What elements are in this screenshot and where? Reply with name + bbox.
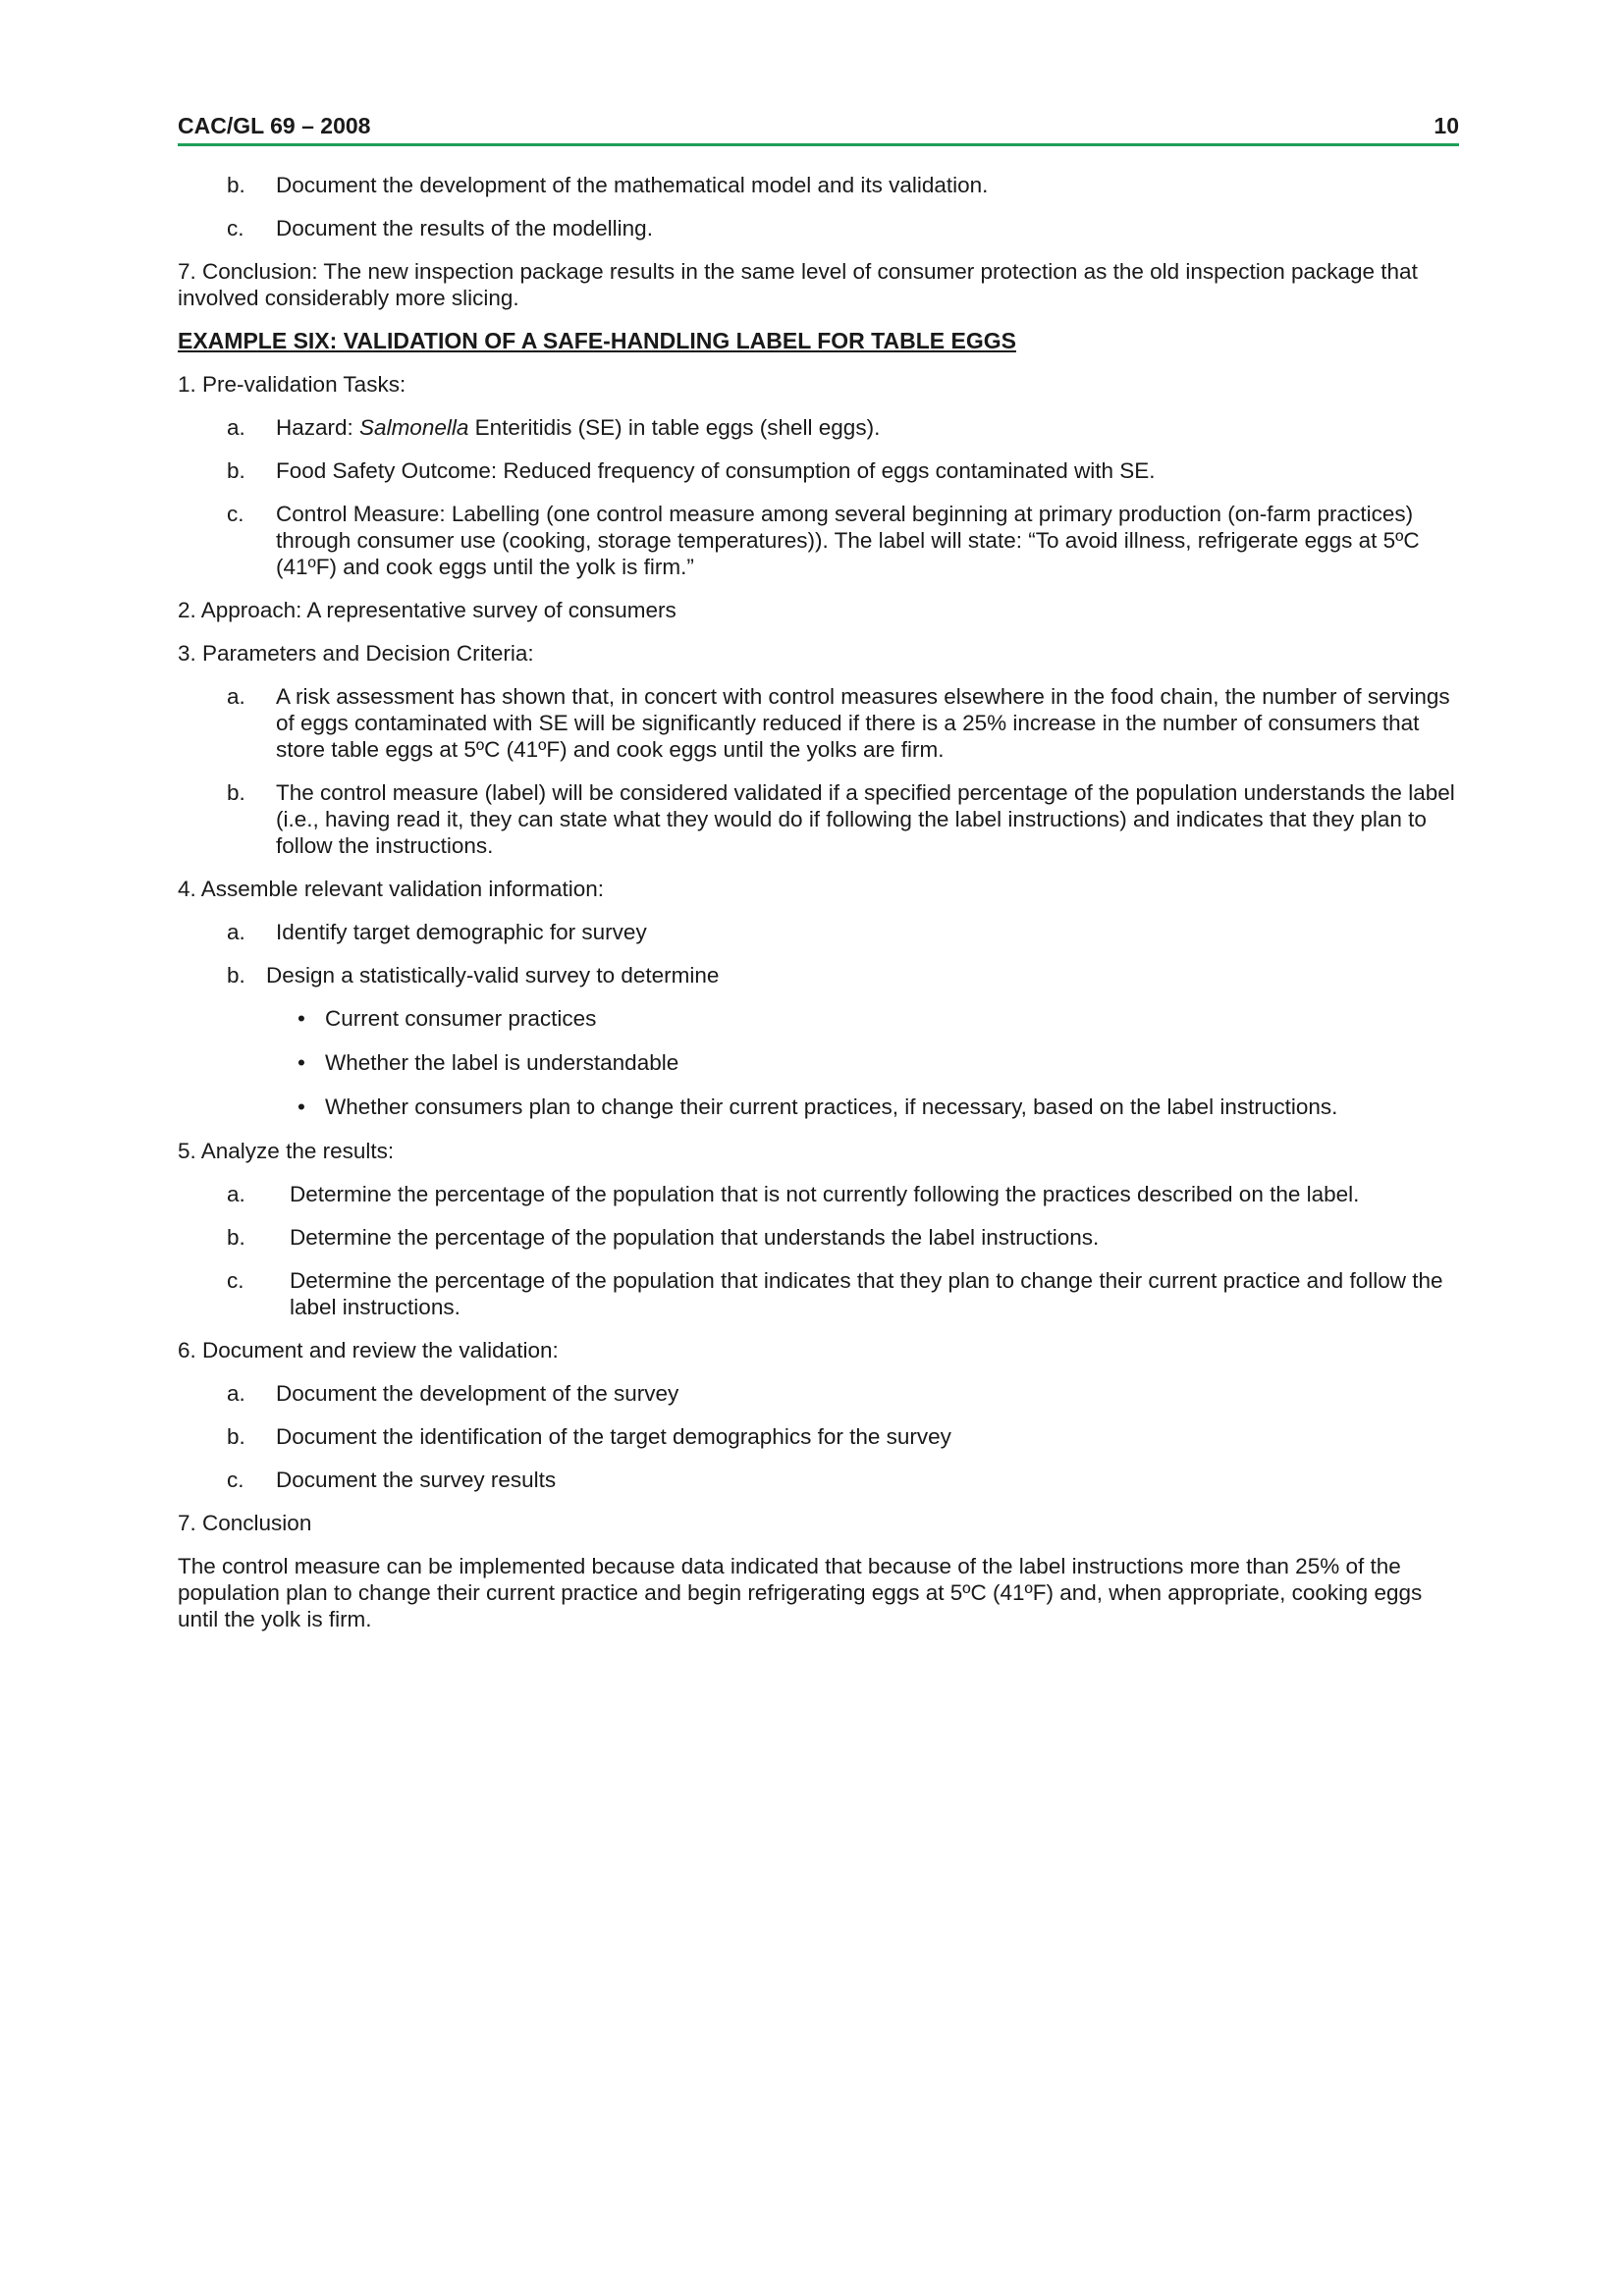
- list-item: [178, 919, 1459, 945]
- hazard-suffix: Enteritidis (SE) in table eggs (shell eggs).: [468, 415, 881, 440]
- page-header: [178, 113, 1459, 146]
- list-marker: a.: [227, 684, 245, 709]
- list-item: [178, 172, 1459, 198]
- list-marker: c.: [227, 502, 244, 526]
- list-item: [178, 1267, 1459, 1320]
- conclusion-text: The control measure can be implemented because data indicated that because of the label instructions more than 25% of the population plan to change their current practice and begin refrigerating eggs at 5ºC (41ºF) and, when appropriate, cooking eggs until the yolk is firm.: [178, 1554, 1423, 1631]
- list-text: Determine the percentage of the population that understands the label instructions.: [290, 1225, 1100, 1250]
- bullet-text: Whether consumers plan to change their current practices, if necessary, based on the label instructions.: [325, 1095, 1338, 1119]
- list-marker: a.: [227, 415, 245, 440]
- previous-conclusion: 7. Conclusion: The new inspection package results in the same level of consumer protection as the old inspection package that involved considerably more slicing.: [178, 259, 1418, 310]
- step-title: 7. Conclusion: [178, 1511, 312, 1535]
- list-marker: c.: [227, 1468, 244, 1492]
- list-text: Document the identification of the target demographics for the survey: [276, 1424, 951, 1449]
- step-title: 3. Parameters and Decision Criteria:: [178, 641, 534, 666]
- list-item: [178, 683, 1459, 763]
- list-item: [178, 215, 1459, 241]
- list-marker: a.: [227, 1381, 245, 1406]
- list-item: [178, 1467, 1459, 1493]
- list-marker: b.: [227, 963, 245, 988]
- document-page: [178, 113, 1459, 1649]
- step-title: 6. Document and review the validation:: [178, 1338, 559, 1362]
- list-marker: b.: [227, 1424, 245, 1449]
- list-text: Document the development of the mathematical model and its validation.: [276, 173, 989, 197]
- list-item: [178, 779, 1459, 859]
- list-marker: c.: [227, 1268, 244, 1293]
- list-marker: b.: [227, 1225, 245, 1250]
- list-marker: b.: [227, 458, 245, 483]
- list-marker: c.: [227, 216, 244, 240]
- bullet-icon: •: [298, 1050, 305, 1075]
- bullet-item: [178, 1094, 1459, 1120]
- list-text: Control Measure: Labelling (one control measure among several beginning at primary production (on-farm practices) through consumer use (cooking, storage temperatures)). The label will state: “To avoid illness, refrigerate eggs at 5ºC (41ºF) and cook eggs until the yolk is firm.”: [276, 502, 1420, 579]
- list-text: Identify target demographic for survey: [276, 920, 647, 944]
- step-title: 4. Assemble relevant validation information:: [178, 877, 604, 901]
- list-text: Document the survey results: [276, 1468, 557, 1492]
- list-item: [178, 1224, 1459, 1251]
- step-title: 2. Approach: A representative survey of consumers: [178, 598, 677, 622]
- step-title: 5. Analyze the results:: [178, 1139, 395, 1163]
- list-item: [178, 1181, 1459, 1207]
- list-item: [178, 414, 1459, 441]
- list-marker: a.: [227, 920, 245, 944]
- document-id: CAC/GL 69 – 2008: [178, 113, 371, 138]
- step-title: 1. Pre-validation Tasks:: [178, 372, 406, 397]
- section-heading: EXAMPLE SIX: VALIDATION OF A SAFE-HANDLING LABEL FOR TABLE EGGS: [178, 328, 1016, 353]
- bullet-icon: •: [298, 1006, 305, 1031]
- list-item: [178, 501, 1459, 580]
- list-text: The control measure (label) will be considered validated if a specified percentage of the population understands the label (i.e., having read it, they can state what they would do if following the label instructions) and indicates that they plan to follow the instructions.: [276, 780, 1455, 858]
- bullet-icon: •: [298, 1095, 305, 1119]
- page-number: 10: [1434, 113, 1459, 138]
- list-text: Design a statistically-valid survey to determine: [266, 963, 720, 988]
- list-item: [178, 457, 1459, 484]
- organism-name: Salmonella: [359, 415, 469, 440]
- bullet-item: [178, 1049, 1459, 1076]
- list-text: [276, 414, 1459, 441]
- list-text: Food Safety Outcome: Reduced frequency of consumption of eggs contaminated with SE.: [276, 458, 1156, 483]
- hazard-prefix: Hazard:: [276, 415, 360, 440]
- list-text: A risk assessment has shown that, in concert with control measures elsewhere in the food chain, the number of servings of eggs contaminated with SE will be significantly reduced if there is a 25% increase in the number of consumers that store table eggs at 5ºC (41ºF) and cook eggs until the yolks are firm.: [276, 684, 1450, 762]
- list-marker: b.: [227, 173, 245, 197]
- bullet-text: Current consumer practices: [325, 1006, 597, 1031]
- list-marker: b.: [227, 780, 245, 805]
- bullet-item: [178, 1005, 1459, 1032]
- list-item: [178, 1423, 1459, 1450]
- bullet-text: Whether the label is understandable: [325, 1050, 679, 1075]
- list-text: Document the development of the survey: [276, 1381, 679, 1406]
- list-text: Document the results of the modelling.: [276, 216, 653, 240]
- list-text: Determine the percentage of the population that indicates that they plan to change their current practice and follow the label instructions.: [290, 1268, 1443, 1319]
- list-marker: a.: [227, 1182, 245, 1206]
- list-item: [178, 962, 1459, 988]
- page-content: [178, 172, 1459, 1632]
- list-item: [178, 1380, 1459, 1407]
- list-text: Determine the percentage of the population that is not currently following the practices described on the label.: [290, 1182, 1360, 1206]
